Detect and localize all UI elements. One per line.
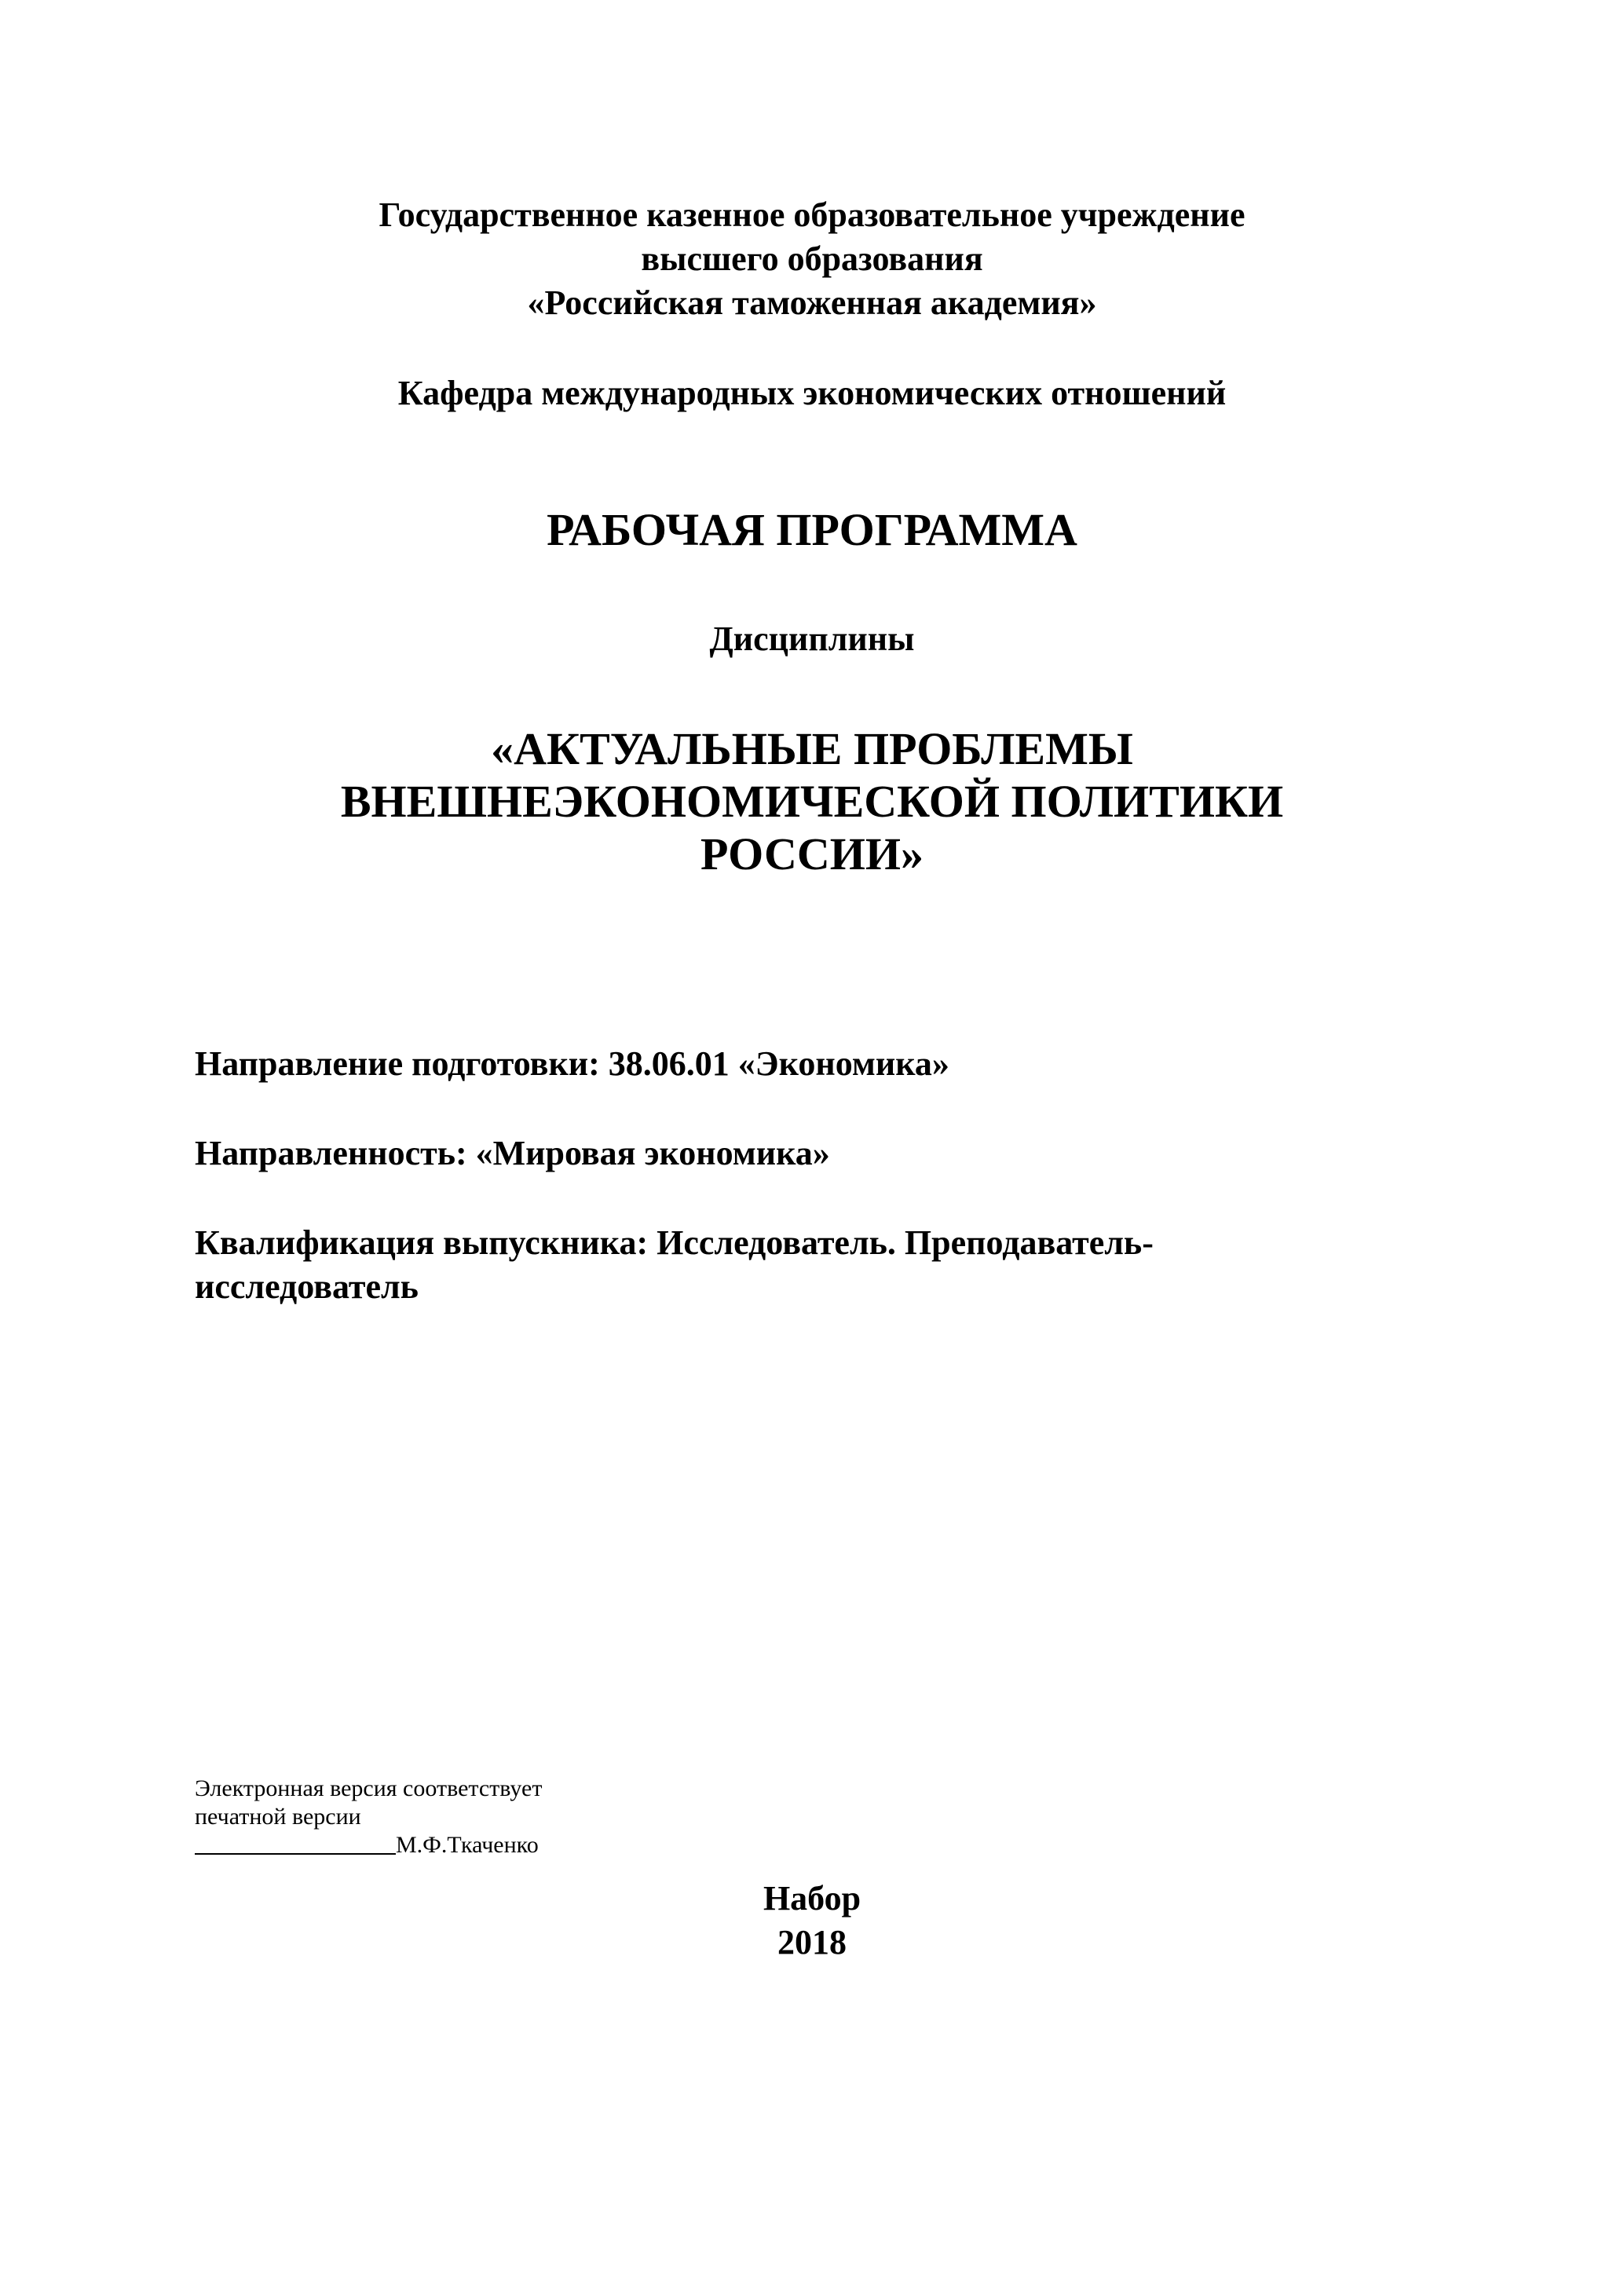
signatory-name: М.Ф.Ткаченко: [396, 1832, 539, 1858]
intake-year: 2018: [777, 1923, 847, 1961]
document-type-title: РАБОЧАЯ ПРОГРАММА: [547, 504, 1077, 555]
institution-header: [0, 193, 1624, 325]
discipline-label: Дисциплины: [709, 620, 915, 658]
discipline-title-line-3: РОССИИ»: [700, 828, 924, 879]
signature-row: [195, 1831, 744, 1859]
qualification-line-2: исследователь: [195, 1267, 419, 1306]
institution-line-2: высшего образования: [641, 239, 983, 278]
institution-line-1: Государственное казенное образовательное учреждение: [379, 196, 1245, 234]
program-focus: Направленность: «Мировая экономика»: [195, 1134, 830, 1172]
qualification-line-1: Квалификация выпускника: Исследователь. Преподаватель-: [195, 1223, 1154, 1262]
verification-line-2: печатной версии: [195, 1804, 361, 1830]
department-name: Кафедра международных экономических отношений: [397, 374, 1227, 412]
discipline-title-line-2: ВНЕШНЕЭКОНОМИЧЕСКОЙ ПОЛИТИКИ: [340, 776, 1284, 827]
discipline-title: [0, 722, 1624, 880]
signature-line: [195, 1831, 396, 1855]
intake-block: [0, 1877, 1624, 1965]
intake-label: Набор: [763, 1879, 861, 1918]
discipline-title-line-1: «АКТУАЛЬНЫЕ ПРОБЛЕМЫ: [491, 723, 1133, 774]
institution-line-3: «Российская таможенная академия»: [527, 283, 1097, 322]
verification-note: [195, 1775, 744, 1859]
verification-line-1: Электронная версия соответствует: [195, 1775, 543, 1801]
training-direction: Направление подготовки: 38.06.01 «Экономика»: [195, 1044, 949, 1083]
graduate-qualification: [195, 1221, 1436, 1309]
